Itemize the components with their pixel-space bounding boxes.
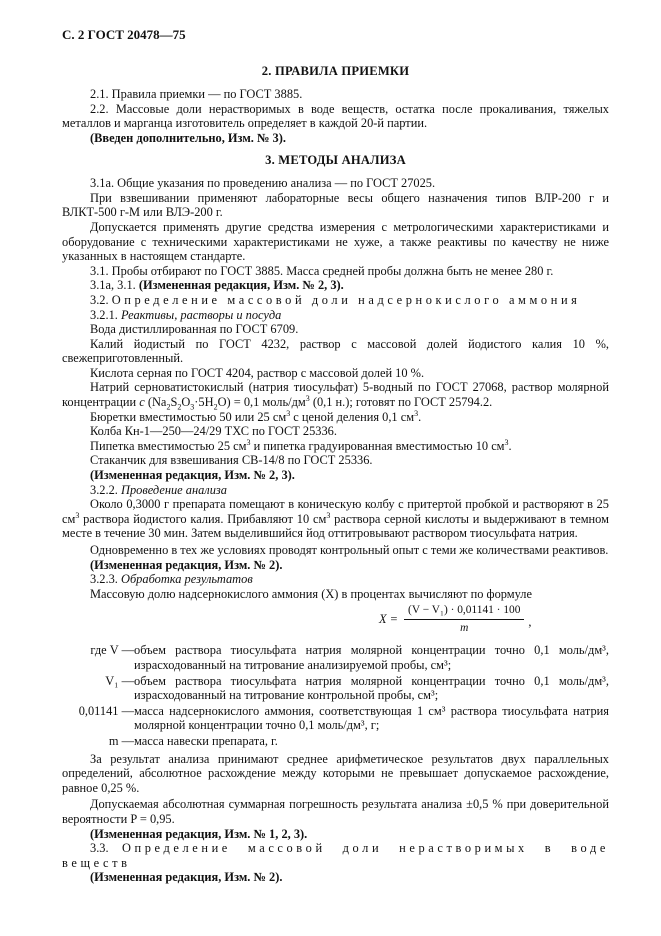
formula-comma: , <box>528 615 532 630</box>
subscript: 3 <box>190 402 195 412</box>
clause-title: Реактивы, растворы и посуда <box>121 307 282 322</box>
control-experiment: Одновременно в тех же условиях проводят контрольный опыт с теми же количествами реактивов. <box>90 543 609 557</box>
text: O) = 0,1 моль/дм <box>217 395 306 410</box>
equipment-weighing-cup: Стаканчик для взвешивания СВ-14/8 по ГОСТ 25336. <box>90 453 373 468</box>
equipment-pipettes <box>62 439 609 454</box>
paragraph-3-1: 3.1. Пробы отбирают по ГОСТ 3885. Масса средней пробы должна быть не менее 280 г. <box>90 263 554 278</box>
analysis-procedure <box>62 497 609 541</box>
clause-3-2-2-heading <box>62 483 609 498</box>
text: раствора серной кислоты и выдерживают в темном месте в течение 30 мин. Затем выделившийся йод оттитровывают раствором тиосульфата натрия. <box>62 511 609 541</box>
section-2-title: 2. ПРАВИЛА ПРИЕМКИ <box>261 63 410 78</box>
formula-legend <box>62 643 609 749</box>
clause-number: 3.2.2. <box>90 482 118 497</box>
text: ·5H <box>194 395 214 410</box>
superscript: 3 <box>305 393 310 403</box>
text: Натрий серноватистокислый (натрия тиосульфат) 5-водный по ГОСТ 27068, раствор молярной концентрации <box>62 380 609 410</box>
result-error: Допускаемая абсолютная суммарная погрешность результата анализа ±0,5 % при доверительной вероятности P = 0,95. <box>62 797 609 826</box>
text: Около 0,3000 г препарата помещают в коническую колбу с притертой пробкой и растворяют в 25 см <box>62 497 609 526</box>
superscript: 3 <box>326 510 331 520</box>
reagent-water: Вода дистиллированная по ГОСТ 6709. <box>90 322 299 337</box>
subscript: 2 <box>177 402 182 412</box>
legend-symbol: m — <box>108 733 134 748</box>
formula <box>379 603 532 635</box>
amendment-note: (Измененная редакция, Изм. № 1, 2, 3). <box>90 826 308 841</box>
paragraph-3-1-amendment <box>62 278 609 293</box>
superscript: 3 <box>75 510 80 520</box>
clause-3-2-3-heading <box>62 572 609 587</box>
clause-number: 3.2.1. <box>90 307 118 322</box>
reagent-sulfuric-acid: Кислота серная по ГОСТ 4204, раствор с массовой долей 10 %. <box>90 365 425 380</box>
text: . <box>418 409 422 424</box>
subscript: 2 <box>213 402 218 412</box>
legend-row <box>62 643 609 673</box>
legend-row <box>62 704 609 734</box>
text: Бюретки вместимостью 50 или 25 см <box>90 409 287 424</box>
amendment-note: (Измененная редакция, Изм. № 2). <box>90 870 283 885</box>
legend-symbol: где V — <box>90 643 134 658</box>
superscript: 3 <box>286 408 291 418</box>
section-3-title: 3. МЕТОДЫ АНАЛИЗА <box>265 152 406 167</box>
legend-description: масса надсернокислого аммония, соответствующая 1 см³ раствора тиосульфата натрия молярной концентрации точно 0,1 моль/дм³, г; <box>134 703 609 733</box>
text: . <box>508 438 512 453</box>
legend-description: объем раствора тиосульфата натрия молярной концентрации точно 0,1 моль/дм³, израсходованный на титрование контрольной пробы, см³; <box>134 673 609 703</box>
clause-number: 3.2. <box>90 292 109 307</box>
clause-title: Определение массовой доли нерастворимых в воде веществ <box>62 841 609 870</box>
equipment-burettes <box>62 410 609 425</box>
running-head: С. 2 ГОСТ 20478—75 <box>62 27 186 42</box>
text: (Na <box>147 395 167 410</box>
reagent-potassium-iodide: Калий йодистый по ГОСТ 4232, раствор с массовой долей йодистого калия 10 %, свежеприготовленный. <box>62 336 609 366</box>
amendment-note: (Измененная редакция, Изм. № 2). <box>90 557 283 572</box>
text: раствора йодистого калия. Прибавляют 10 см <box>83 511 327 526</box>
text: c <box>139 395 145 410</box>
superscript: 3 <box>246 437 251 447</box>
formula-block <box>62 603 609 637</box>
text: с ценой деления 0,1 см <box>293 409 415 424</box>
clause-ref: 3.1а, 3.1. <box>90 278 136 293</box>
formula-denominator: m <box>460 621 469 634</box>
clause-title: Обработка результатов <box>121 572 253 587</box>
result-averaging: За результат анализа принимают среднее арифметическое результатов двух параллельных определений, абсолютное расхождение между которыми не превышает допускаемое расхождение, равное 0,25 %. <box>62 751 609 795</box>
clause-3-2-1-heading <box>62 308 609 323</box>
legend-description: масса навески препарата, г. <box>134 733 278 748</box>
calculation-intro: Массовую долю надсернокислого аммония (X) в процентах вычисляют по формуле <box>90 586 532 601</box>
reagent-sodium-thiosulfate <box>62 380 609 412</box>
superscript: 3 <box>504 437 509 447</box>
formula-numerator: (V − V₁) · 0,01141 · 100 <box>404 603 524 620</box>
subscript: 2 <box>166 402 171 412</box>
formula-lhs: X = <box>379 612 399 627</box>
legend-row <box>62 734 609 750</box>
paragraph-weighing: При взвешивании применяют лабораторные весы общего назначения типов ВЛР-200 г и ВЛКТ-500 г-М или ВЛЭ-200 г. <box>62 190 609 220</box>
equipment-flask: Колба Кн-1—250—24/29 ТХС по ГОСТ 25336. <box>90 424 337 439</box>
clause-3-3-heading <box>62 841 609 870</box>
amendment-note: (Введен дополнительно, Изм. № 3). <box>90 130 286 145</box>
paragraph-2-1: 2.1. Правила приемки — по ГОСТ 3885. <box>90 87 303 102</box>
clause-3-2-heading <box>62 293 609 308</box>
text: S <box>170 395 178 410</box>
clause-title: Проведение анализа <box>121 482 227 497</box>
paragraph-3-1a: 3.1а. Общие указания по проведению анализа — по ГОСТ 27025. <box>90 176 436 191</box>
clause-title: Определение массовой доли надсернокислого аммония <box>111 292 581 307</box>
text: и пипетка градуированная вместимостью 10 см <box>253 438 505 453</box>
superscript: 3 <box>414 408 419 418</box>
legend-symbol: V₁ — <box>105 673 134 688</box>
amendment-note: (Измененная редакция, Изм. № 2, 3). <box>138 278 344 293</box>
clause-number: 3.3. <box>90 841 109 856</box>
text: (0,1 н.); готовят по ГОСТ 25794.2. <box>312 395 493 410</box>
formula-fraction <box>404 603 524 635</box>
legend-symbol: 0,01141 — <box>78 703 134 718</box>
paragraph-2-2: 2.2. Массовые доли нерастворимых в воде веществ, остатка после прокаливания, тяжелых металлов и марганца изготовитель определяет в каждой 20-й партии. <box>62 101 609 131</box>
clause-number: 3.2.3. <box>90 572 118 587</box>
paragraph-allowed-instruments: Допускается применять другие средства измерения с метрологическими характеристиками и оборудование с техническими характеристиками не хуже, а также реактивы по качеству не ниже указанных в настоящем стандарте. <box>62 219 609 264</box>
amendment-note: (Измененная редакция, Изм. № 2, 3). <box>90 468 295 483</box>
text: Пипетка вместимостью 25 см <box>90 438 247 453</box>
text: O <box>181 395 191 410</box>
legend-description: объем раствора тиосульфата натрия молярной концентрации точно 0,1 моль/дм³, израсходованный на титрование анализируемой пробы, см³; <box>134 643 609 672</box>
legend-row <box>62 674 609 704</box>
